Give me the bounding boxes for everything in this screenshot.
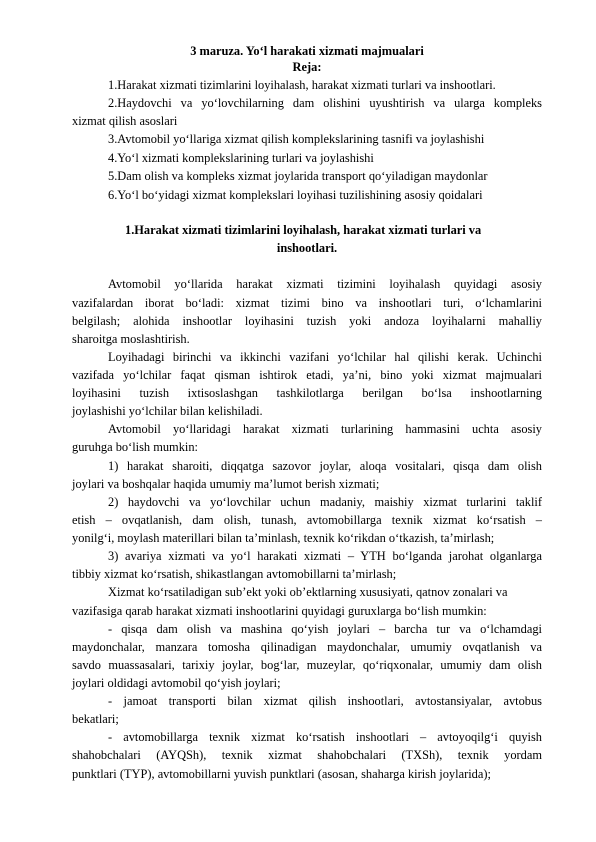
plan-item: 3.Avtomobil yo‘llariga xizmat qilish komplekslarining tasnifi va joylashishi <box>108 132 485 146</box>
body-line: vazifasiga qarab harakat xizmati inshootlarini quyidagi guruxlarga bo‘lish mumkin: <box>72 604 487 618</box>
lecture-title: 3 maruza. Yo‘l harakati xizmati majmualari <box>190 44 424 58</box>
body-line: 1) harakat sharoiti, diqqatga sazovor joylar, aloqa vositalari, qisqa dam olish <box>108 459 542 473</box>
plan-item: 2.Haydovchi va yo‘lovchilarning dam olishini uyushtirish va ularga kompleks <box>108 96 542 110</box>
section-heading: inshootlari. <box>276 241 338 255</box>
body-line: Xizmat ko‘rsatiladigan sub’ekt yoki ob’ektlarning xususiyati, qatnov zonalari va <box>108 585 508 599</box>
body-line: vazifalardan iborat bo‘ladi: xizmat tizimi bino va inshootlari turi, o‘lchamlarini <box>72 296 542 310</box>
body-line: punktlari (TYP), avtomobillarni yuvish punktlari (asosan, shaharga kirish joylarida); <box>72 767 491 781</box>
plan-item: 4.Yo‘l xizmati komplekslarining turlari va joylashishi <box>108 151 374 165</box>
body-line: savdo muassasalari, tarixiy joylar, bog‘lar, muzeylar, qo‘riqxonalar, umumiy dam olish <box>72 658 542 672</box>
plan-item: 5.Dam olish va kompleks xizmat joylarida transport qo‘yiladigan maydonlar <box>108 169 488 183</box>
body-line: joylari oldidagi avtomobil qo‘yish joylari; <box>72 676 281 690</box>
body-line: shahobchalari (AYQSh), texnik xizmat shahobchalari (TXSh), texnik yordam <box>72 748 542 762</box>
body-line: 2) haydovchi va yo‘lovchilar uchun madaniy, maishiy xizmat turlarini taklif <box>108 495 542 509</box>
body-line: guruhga bo‘lish mumkin: <box>72 440 198 454</box>
body-line: Avtomobil yo‘llarida harakat xizmati tizimini loyihalash quyidagi asosiy <box>108 277 542 291</box>
plan-item: 1.Harakat xizmati tizimlarini loyihalash, harakat xizmati turlari va inshootlari. <box>108 78 496 92</box>
body-line: bekatlari; <box>72 712 119 726</box>
body-line: Avtomobil yo‘llaridagi harakat xizmati turlarining hammasini uchta asosiy <box>108 422 542 436</box>
body-line: 3) avariya xizmati va yo‘l harakati xizmati – YTH bo‘lganda jarohat olganlarga <box>108 549 542 563</box>
plan-item: 6.Yo‘l bo‘yidagi xizmat komplekslari loyihasi tuzilishining asosiy qoidalari <box>108 188 483 202</box>
body-line: etish – ovqatlanish, dam olish, tunash, avtomobillarga texnik xizmat ko‘rsatish – <box>72 513 542 527</box>
section-heading: 1.Harakat xizmati tizimlarini loyihalash, harakat xizmati turlari va <box>125 223 482 237</box>
body-line: - jamoat transporti bilan xizmat qilish inshootlari, avtostansiyalar, avtobus <box>108 694 542 708</box>
plan-heading: Reja: <box>292 60 322 74</box>
body-line: - qisqa dam olish va mashina qo‘yish joylari – barcha tur va o‘lchamdagi <box>108 622 542 636</box>
body-line: maydonchalar, manzara tomosha qilinadigan maydonchalar, umumiy ovqatlanish va <box>72 640 542 654</box>
body-line: yonilg‘i, moylash materillari bilan ta’minlash, texnik ko‘rikdan o‘tkazish, ta’mirlash; <box>72 531 495 545</box>
body-line: belgilash; alohida inshootlar loyihasini tuzish yoki andoza loyihalarni mahalliy <box>72 314 542 328</box>
body-line: vazifada yo‘lchilar faqat qisman ishtirok etadi, ya’ni, bino yoki xizmat majmualari <box>72 368 542 382</box>
body-line: tibbiy xizmat ko‘rsatish, shikastlangan avtomobillarni ta’mirlash; <box>72 567 397 581</box>
body-line: sharoitga moslashtirish. <box>72 332 190 346</box>
plan-item: xizmat qilish asoslari <box>72 114 178 128</box>
body-line: joylashishi yo‘lchilar bilan kelishiladi. <box>72 404 263 418</box>
body-line: loyihasini tuzish ixtisoslashgan tashkilotlarga berilgan bo‘lsa inshootlarning <box>72 386 542 400</box>
body-line: joylari va boshqalar haqida umumiy ma’lumot berish xizmati; <box>72 477 380 491</box>
body-line: - avtomobillarga texnik xizmat ko‘rsatish inshootlari – avtoyoqilg‘i quyish <box>108 730 542 744</box>
body-line: Loyihadagi birinchi va ikkinchi vazifani yo‘lchilar hal qilishi kerak. Uchinchi <box>108 350 542 364</box>
